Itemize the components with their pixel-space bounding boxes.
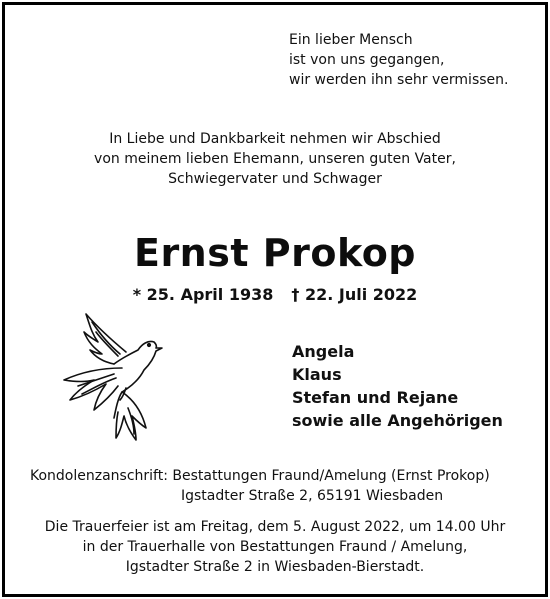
farewell-intro [0,129,550,189]
intro-line: Schwiegervater und Schwager [168,171,382,187]
intro-line: von meinem lieben Ehemann, unseren guten Vater, [94,151,456,167]
ceremony-line: Igstadter Straße 2 in Wiesbaden-Bierstadt. [125,559,425,575]
mourner-name: Stefan und Rejane [292,388,459,407]
condolence-line: Kondolenzanschrift: Bestattungen Fraund/Amelung (Ernst Prokop) [30,468,490,484]
poem-line: Ein lieber Mensch [289,32,413,48]
mourner-name: sowie alle Angehörigen [292,411,503,430]
poem-line: wir werden ihn sehr vermissen. [289,72,509,88]
death-date: † 22. Juli 2022 [291,285,418,304]
ceremony-line: in der Trauerhalle von Bestattungen Fraund / Amelung, [82,539,468,555]
mourner-name: Angela [292,342,355,361]
funeral-notice [0,517,550,577]
mourner-name: Klaus [292,365,342,384]
condolence-street: Igstadter Straße 2, 65191 Wiesbaden [181,488,444,504]
deceased-name: Ernst Prokop [133,231,417,275]
poem-block [289,30,508,90]
poem-line: ist von uns gegangen, [289,52,445,68]
intro-line: In Liebe und Dankbarkeit nehmen wir Abschied [109,131,441,147]
mourners-list [292,340,503,432]
life-dates [0,284,550,306]
condolence-address [30,466,490,506]
birth-date: * 25. April 1938 [132,285,274,304]
dove-icon [56,308,166,448]
ceremony-line: Die Trauerfeier ist am Freitag, dem 5. August 2022, um 14.00 Uhr [44,519,506,535]
